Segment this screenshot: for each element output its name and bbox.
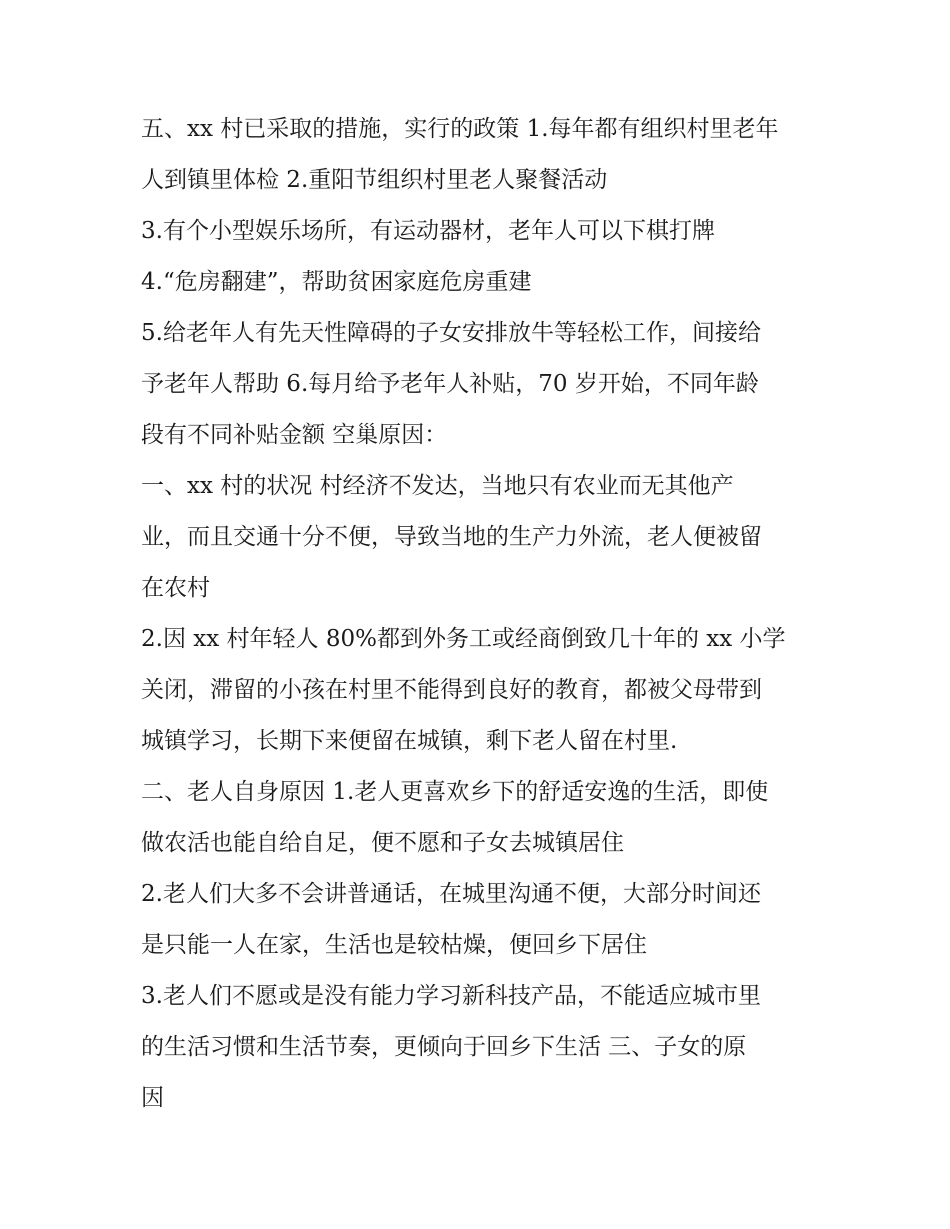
text-line: 予老年人帮助 6.每月给予老年人补贴，70 岁开始，不同年龄 [141, 371, 759, 397]
text-line: 3.有个小型娱乐场所，有运动器材，老年人可以下棋打牌 [141, 218, 715, 244]
text-line: 做农活也能自给自足，便不愿和子女去城镇居住 [141, 830, 624, 856]
text-line: 是只能一人在家，生活也是较枯燥，便回乡下居住 [141, 932, 647, 958]
text-line: 在农村 [141, 575, 210, 601]
text-line: 的生活习惯和生活节奏，更倾向于回乡下生活 三、子女的原 [141, 1034, 747, 1060]
text-line: 人到镇里体检 2.重阳节组织村里老人聚餐活动 [141, 167, 608, 193]
text-line: 4.“危房翻建”，帮助贫困家庭危房重建 [141, 269, 532, 295]
text-line: 一、xx 村的状况 村经济不发达，当地只有农业而无其他产 [141, 473, 734, 499]
text-line: 业，而且交通十分不便，导致当地的生产力外流，老人便被留 [141, 524, 762, 550]
text-line: 五、xx 村已采取的措施，实行的政策 1.每年都有组织村里老年 [141, 116, 779, 142]
text-line: 2.因 xx 村年轻人 80%都到外务工或经商倒致几十年的 xx 小学 [141, 626, 786, 652]
text-line: 城镇学习，长期下来便留在城镇，剩下老人留在村里. [141, 728, 678, 754]
text-line: 5.给老年人有先天性障碍的子女安排放牛等轻松工作，间接给 [141, 320, 761, 346]
text-line: 因 [141, 1085, 164, 1111]
document-body [141, 104, 831, 1124]
text-line: 二、老人自身原因 1.老人更喜欢乡下的舒适安逸的生活，即使 [141, 779, 769, 805]
text-line: 关闭，滞留的小孩在村里不能得到良好的教育，都被父母带到 [141, 677, 762, 703]
text-line: 段有不同补贴金额 空巢原因： [141, 422, 448, 448]
text-line: 3.老人们不愿或是没有能力学习新科技产品，不能适应城市里 [141, 983, 761, 1009]
text-line: 2.老人们大多不会讲普通话，在城里沟通不便，大部分时间还 [141, 881, 761, 907]
